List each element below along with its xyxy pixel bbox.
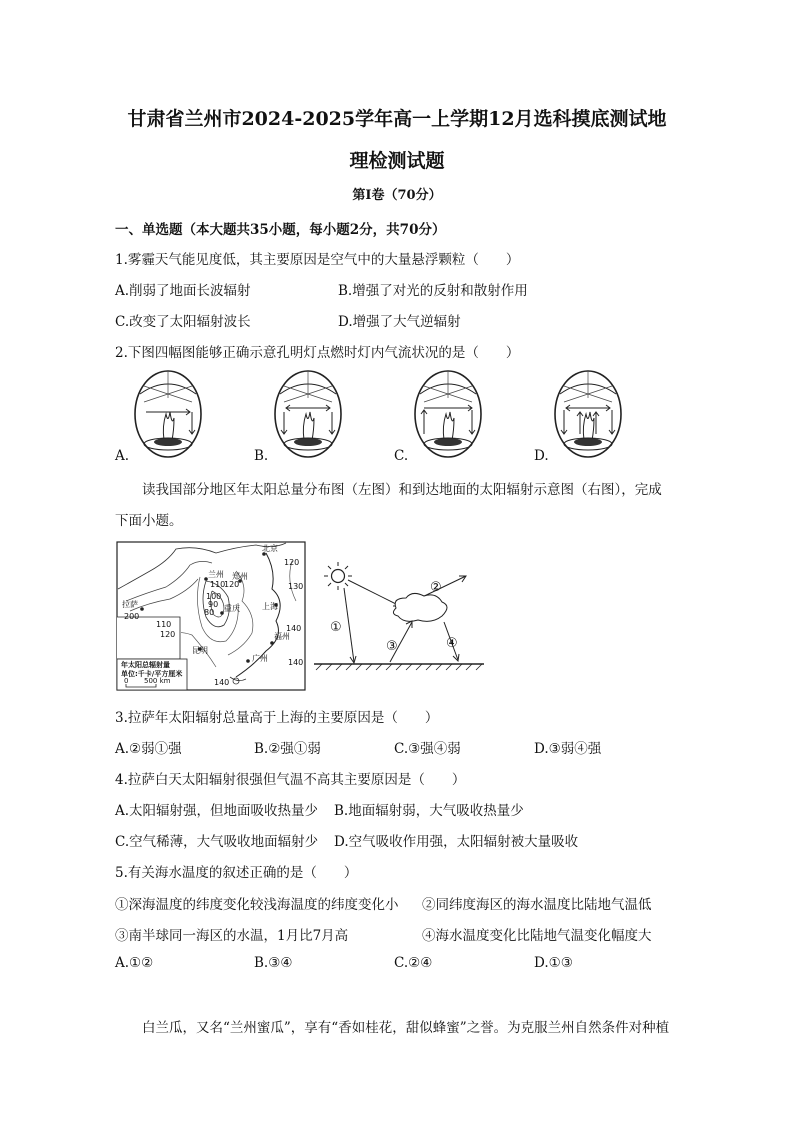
lantern-figure-c: [412, 368, 484, 460]
q4-option-b: B.地面辐射弱，大气吸收热量少: [334, 803, 524, 819]
map-city-kunming: 昆明: [192, 646, 208, 655]
passage-line: 白兰瓜，又名“兰州蜜瓜”，享有“香如桂花，甜似蜂蜜”之誉。为克服兰州自然条件对种植: [142, 1020, 670, 1036]
map-value-12: 140: [288, 658, 304, 667]
map-value-4: 100: [206, 592, 222, 601]
lantern-figure-a: [132, 368, 204, 460]
q5-option-c: C.②④: [394, 955, 433, 971]
map-city-beijing: 北京: [262, 544, 278, 553]
q1-option-b: B.增强了对光的反射和散射作用: [338, 283, 528, 299]
q2-label-b: B.: [254, 448, 269, 464]
cloud-icon: [393, 593, 447, 621]
q2-label-c: C.: [394, 448, 409, 464]
diagram-label-3: ③: [386, 639, 398, 654]
map-value-5: 90: [208, 600, 219, 609]
lantern-figure-b: [272, 368, 344, 460]
map-legend-unit: 单位:千卡/平方厘米: [121, 670, 183, 678]
diagram-label-4: ④: [446, 636, 458, 651]
q3-option-b: B.②强①弱: [254, 741, 321, 757]
q1-option-d: D.增强了大气逆辐射: [338, 314, 461, 330]
map-value-10: 120: [160, 630, 176, 639]
map-city-lanzhou: 兰州: [208, 570, 224, 579]
question-4-stem: 4.拉萨白天太阳辐射很强但气温不高其主要原因是（ ）: [115, 772, 466, 788]
map-value-7: 130: [288, 582, 304, 591]
q5-option-b: B.③④: [254, 955, 293, 971]
map-scale-length: 500 km: [144, 677, 171, 685]
map-scale-zero: 0: [124, 677, 129, 685]
q5-statement-4: ④海水温度变化比陆地气温变化幅度大: [422, 928, 652, 944]
map-value-6: 80: [204, 608, 215, 617]
q5-statement-2: ②同纬度海区的海水温度比陆地气温低: [422, 897, 652, 913]
q3-option-c: C.③强④弱: [394, 741, 461, 757]
map-value-2: 110: [210, 580, 226, 589]
map-city-zhengzhou: 郑州: [232, 572, 248, 581]
q5-statement-1: ①深海温度的纬度变化较浅海温度的纬度变化小: [115, 897, 399, 913]
sun-icon: [332, 570, 345, 583]
lantern-figure-d: [552, 368, 624, 460]
q1-option-c: C.改变了太阳辐射波长: [115, 314, 251, 330]
q4-option-c: C.空气稀薄，大气吸收地面辐射少: [115, 834, 319, 850]
section-heading: 一、单选题（本大题共35小题，每小题2分，共70分）: [115, 222, 446, 238]
document-title-line2: 理检测试题: [349, 150, 445, 172]
q4-option-d: D.空气吸收作用强，太阳辐射被大量吸收: [334, 834, 579, 850]
q5-option-a: A.①②: [115, 955, 154, 971]
q3-option-d: D.③弱④强: [534, 741, 602, 757]
q1-option-a: A.削弱了地面长波辐射: [115, 283, 251, 299]
q2-label-a: A.: [115, 448, 130, 464]
q4-option-a: A.太阳辐射强，但地面吸收热量少: [115, 803, 319, 819]
map-city-fuzhou: 福州: [274, 632, 290, 641]
map-city-lhasa: 拉萨: [122, 600, 138, 609]
radiation-diagram: [308, 558, 490, 674]
map-value-1: 120: [284, 558, 300, 567]
map-city-chongqing: 重庆: [224, 604, 240, 613]
q3-option-a: A.②弱①强: [115, 741, 182, 757]
q5-option-d: D.①③: [534, 955, 573, 971]
map-value-8: 200: [124, 612, 140, 621]
map-value-3: 120: [224, 580, 240, 589]
solar-radiation-map: [116, 541, 306, 691]
part-heading: 第Ⅰ卷（70分）: [352, 188, 442, 203]
document-title-line1: 甘肃省兰州市2024-2025学年高一上学期12月选科摸底测试地: [127, 108, 667, 130]
map-value-11: 140: [286, 624, 302, 633]
diagram-label-1: ①: [330, 620, 342, 635]
map-value-13: 140: [214, 678, 230, 687]
map-city-guangzhou: 广州: [252, 654, 268, 663]
question-5-stem: 5.有关海水温度的叙述正确的是（ ）: [115, 865, 358, 881]
map-city-shanghai: 上海: [262, 602, 278, 611]
q5-statement-3: ③南半球同一海区的水温，1月比7月高: [115, 928, 349, 944]
map-legend-title: 年太阳总辐射量: [121, 661, 170, 669]
q2-label-d: D.: [534, 448, 549, 464]
intro-line-2: 下面小题。: [115, 513, 183, 529]
diagram-label-2: ②: [430, 580, 442, 595]
question-1-stem: 1.雾霾天气能见度低，其主要原因是空气中的大量悬浮颗粒（ ）: [115, 252, 520, 268]
intro-line-1: 读我国部分地区年太阳总量分布图（左图）和到达地面的太阳辐射示意图（右图），完成: [142, 482, 662, 498]
question-3-stem: 3.拉萨年太阳辐射总量高于上海的主要原因是（ ）: [115, 710, 439, 726]
question-2-stem: 2.下图四幅图能够正确示意孔明灯点燃时灯内气流状况的是（ ）: [115, 345, 520, 361]
map-value-9: 110: [156, 620, 172, 629]
